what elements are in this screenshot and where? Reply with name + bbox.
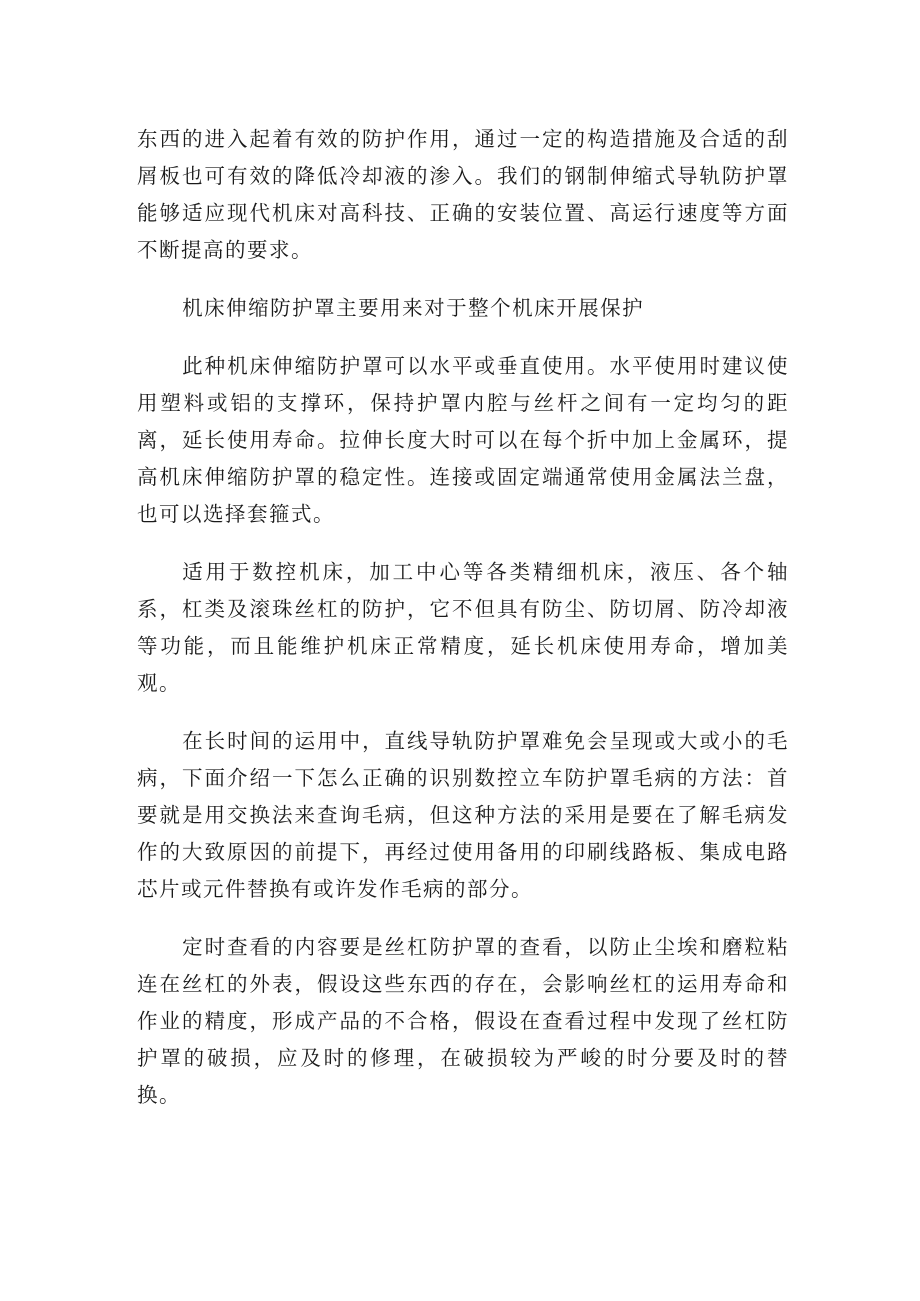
paragraph-usage: 此种机床伸缩防护罩可以水平或垂直使用。水平使用时建议使用塑料或铝的支撑环，保持护罩内腔与丝杆之间有一定均匀的距离，延长使用寿命。拉伸长度大时可以在每个折中加上金属环，提高机床伸缩防护罩的稳定性。连接或固定端通常使用金属法兰盘，也可以选择套箍式。 [137,354,789,526]
paragraph-continuation: 东西的进入起着有效的防护作用，通过一定的构造措施及合适的刮屑板也可有效的降低冷却液的渗入。我们的钢制伸缩式导轨防护罩能够适应现代机床对高科技、正确的安装位置、高运行速度等方面不断提高的要求。 [137,127,789,262]
paragraph-heading-line: 机床伸缩防护罩主要用来对于整个机床开展保护 [182,296,645,320]
document-body [137,121,789,1135]
paragraph-inspection: 定时查看的内容要是丝杠防护罩的查看，以防止尘埃和磨粒粘连在丝杠的外表，假设这些东西的存在，会影响丝杠的运用寿命和作业的精度，形成产品的不合格，假设在查看过程中发现了丝杠防护罩的破损，应及时的修理，在破损较为严峻的时分要及时的替换。 [137,935,789,1107]
paragraph-applications: 适用于数控机床，加工中心等各类精细机床，液压、各个轴系，杠类及滚珠丝杠的防护，它不但具有防尘、防切屑、防冷却液等功能，而且能维护机床正常精度，延长机床使用寿命，增加美观。 [137,560,789,695]
paragraph-troubleshooting: 在长时间的运用中，直线导轨防护罩难免会呈现或大或小的毛病，下面介绍一下怎么正确的识别数控立车防护罩毛病的方法：首要就是用交换法来查询毛病，但这种方法的采用是要在了解毛病发作的大致原因的前提下，再经过使用备用的印刷线路板、集成电路芯片或元件替换有或许发作毛病的部分。 [137,729,789,901]
